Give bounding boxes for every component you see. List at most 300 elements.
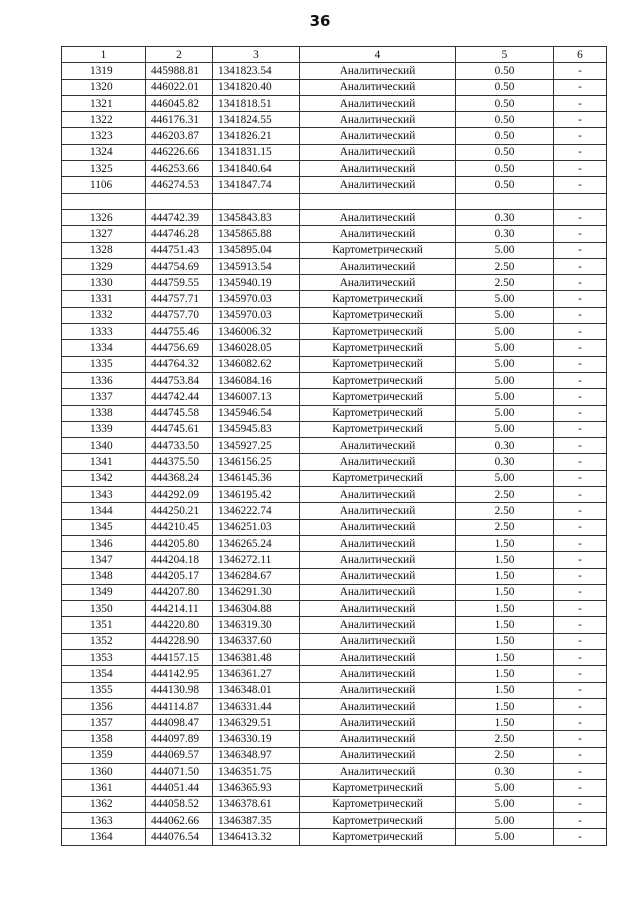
note-cell: - <box>554 161 607 177</box>
accuracy-cell: 5.00 <box>456 812 554 828</box>
note-cell: - <box>554 796 607 812</box>
point-number-cell: 1340 <box>62 438 146 454</box>
y-coordinate-cell: 1341823.54 <box>213 63 300 79</box>
point-number-cell: 1343 <box>62 487 146 503</box>
x-coordinate-cell: 444757.70 <box>146 307 213 323</box>
y-coordinate-cell: 1341840.64 <box>213 161 300 177</box>
y-coordinate-cell: 1346304.88 <box>213 601 300 617</box>
point-number-cell: 1357 <box>62 715 146 731</box>
x-coordinate-cell: 444375.50 <box>146 454 213 470</box>
note-cell: - <box>554 454 607 470</box>
accuracy-cell: 1.50 <box>456 649 554 665</box>
y-coordinate-cell: 1346337.60 <box>213 633 300 649</box>
method-cell: Аналитический <box>300 454 456 470</box>
x-coordinate-cell: 445988.81 <box>146 63 213 79</box>
note-cell: - <box>554 372 607 388</box>
accuracy-cell: 0.50 <box>456 128 554 144</box>
point-number-cell: 1324 <box>62 144 146 160</box>
accuracy-cell: 5.00 <box>456 829 554 845</box>
x-coordinate-cell: 444753.84 <box>146 372 213 388</box>
accuracy-cell: 0.30 <box>456 209 554 225</box>
y-coordinate-cell: 1346265.24 <box>213 535 300 551</box>
x-coordinate-cell: 444228.90 <box>146 633 213 649</box>
point-number-cell: 1358 <box>62 731 146 747</box>
note-cell: - <box>554 405 607 421</box>
table-row <box>62 552 607 568</box>
x-coordinate-cell: 444076.54 <box>146 829 213 845</box>
table-row <box>62 747 607 763</box>
y-coordinate-cell: 1346348.01 <box>213 682 300 698</box>
method-cell: Аналитический <box>300 568 456 584</box>
table-row <box>62 340 607 356</box>
column-header: 1 <box>62 47 146 63</box>
point-number-cell: 1334 <box>62 340 146 356</box>
method-cell: Аналитический <box>300 258 456 274</box>
note-cell: - <box>554 356 607 372</box>
table-row <box>62 601 607 617</box>
point-number-cell: 1348 <box>62 568 146 584</box>
y-coordinate-cell <box>213 193 300 209</box>
y-coordinate-cell: 1346006.32 <box>213 324 300 340</box>
point-number-cell: 1336 <box>62 372 146 388</box>
y-coordinate-cell: 1346082.62 <box>213 356 300 372</box>
note-cell: - <box>554 780 607 796</box>
y-coordinate-cell: 1346084.16 <box>213 372 300 388</box>
note-cell: - <box>554 682 607 698</box>
y-coordinate-cell: 1346351.75 <box>213 764 300 780</box>
point-number-cell: 1326 <box>62 209 146 225</box>
accuracy-cell: 5.00 <box>456 421 554 437</box>
note-cell: - <box>554 470 607 486</box>
accuracy-cell: 1.50 <box>456 617 554 633</box>
accuracy-cell: 2.50 <box>456 503 554 519</box>
table-row <box>62 682 607 698</box>
table-row <box>62 812 607 828</box>
table-row <box>62 291 607 307</box>
table-row <box>62 95 607 111</box>
table-row <box>62 487 607 503</box>
point-number-cell: 1339 <box>62 421 146 437</box>
method-cell: Аналитический <box>300 649 456 665</box>
note-cell: - <box>554 79 607 95</box>
note-cell: - <box>554 291 607 307</box>
point-number-cell: 1325 <box>62 161 146 177</box>
y-coordinate-cell: 1346361.27 <box>213 666 300 682</box>
x-coordinate-cell: 444751.43 <box>146 242 213 258</box>
point-number-cell: 1327 <box>62 226 146 242</box>
point-number-cell: 1335 <box>62 356 146 372</box>
method-cell: Аналитический <box>300 209 456 225</box>
accuracy-cell: 0.50 <box>456 144 554 160</box>
note-cell: - <box>554 275 607 291</box>
y-coordinate-cell: 1341824.55 <box>213 112 300 128</box>
note-cell: - <box>554 715 607 731</box>
y-coordinate-cell: 1345970.03 <box>213 291 300 307</box>
table-row <box>62 731 607 747</box>
point-number-cell: 1331 <box>62 291 146 307</box>
accuracy-cell: 0.30 <box>456 226 554 242</box>
x-coordinate-cell: 444098.47 <box>146 715 213 731</box>
y-coordinate-cell: 1346007.13 <box>213 389 300 405</box>
accuracy-cell: 1.50 <box>456 633 554 649</box>
y-coordinate-cell: 1346251.03 <box>213 519 300 535</box>
y-coordinate-cell: 1341847.74 <box>213 177 300 193</box>
note-cell: - <box>554 63 607 79</box>
point-number-cell: 1350 <box>62 601 146 617</box>
x-coordinate-cell: 444130.98 <box>146 682 213 698</box>
table-row <box>62 796 607 812</box>
accuracy-cell: 5.00 <box>456 307 554 323</box>
accuracy-cell: 0.30 <box>456 764 554 780</box>
point-number-cell: 1345 <box>62 519 146 535</box>
x-coordinate-cell: 444205.80 <box>146 535 213 551</box>
accuracy-cell: 0.50 <box>456 177 554 193</box>
x-coordinate-cell: 444142.95 <box>146 666 213 682</box>
method-cell: Аналитический <box>300 698 456 714</box>
x-coordinate-cell: 444097.89 <box>146 731 213 747</box>
note-cell: - <box>554 812 607 828</box>
note-cell: - <box>554 649 607 665</box>
note-cell: - <box>554 242 607 258</box>
y-coordinate-cell: 1341831.15 <box>213 144 300 160</box>
y-coordinate-cell: 1346222.74 <box>213 503 300 519</box>
method-cell: Аналитический <box>300 161 456 177</box>
x-coordinate-cell: 444742.39 <box>146 209 213 225</box>
note-cell: - <box>554 226 607 242</box>
table-row <box>62 372 607 388</box>
point-number-cell: 1321 <box>62 95 146 111</box>
point-number-cell: 1360 <box>62 764 146 780</box>
y-coordinate-cell: 1346319.30 <box>213 617 300 633</box>
accuracy-cell: 0.30 <box>456 438 554 454</box>
accuracy-cell: 5.00 <box>456 389 554 405</box>
note-cell: - <box>554 519 607 535</box>
y-coordinate-cell: 1346329.51 <box>213 715 300 731</box>
page-number: 36 <box>309 12 331 30</box>
y-coordinate-cell: 1346378.61 <box>213 796 300 812</box>
accuracy-cell: 5.00 <box>456 291 554 307</box>
note-cell: - <box>554 731 607 747</box>
table-row <box>62 144 607 160</box>
x-coordinate-cell: 444058.52 <box>146 796 213 812</box>
table-row <box>62 356 607 372</box>
method-cell: Картометрический <box>300 242 456 258</box>
y-coordinate-cell: 1345843.83 <box>213 209 300 225</box>
method-cell: Аналитический <box>300 128 456 144</box>
x-coordinate-cell: 444205.17 <box>146 568 213 584</box>
method-cell: Аналитический <box>300 764 456 780</box>
note-cell: - <box>554 666 607 682</box>
point-number-cell: 1361 <box>62 780 146 796</box>
x-coordinate-cell: 446176.31 <box>146 112 213 128</box>
y-coordinate-cell: 1345927.25 <box>213 438 300 454</box>
x-coordinate-cell: 444764.32 <box>146 356 213 372</box>
note-cell: - <box>554 503 607 519</box>
y-coordinate-cell: 1346156.25 <box>213 454 300 470</box>
point-number-cell: 1338 <box>62 405 146 421</box>
note-cell: - <box>554 389 607 405</box>
table-row <box>62 649 607 665</box>
table-row <box>62 829 607 845</box>
table-row <box>62 584 607 600</box>
table-row <box>62 389 607 405</box>
x-coordinate-cell: 444746.28 <box>146 226 213 242</box>
note-cell: - <box>554 764 607 780</box>
accuracy-cell: 5.00 <box>456 780 554 796</box>
point-number-cell: 1344 <box>62 503 146 519</box>
table-row <box>62 535 607 551</box>
x-coordinate-cell: 444071.50 <box>146 764 213 780</box>
point-number-cell <box>62 193 146 209</box>
point-number-cell: 1346 <box>62 535 146 551</box>
x-coordinate-cell <box>146 193 213 209</box>
x-coordinate-cell: 444214.11 <box>146 601 213 617</box>
method-cell: Картометрический <box>300 796 456 812</box>
x-coordinate-cell: 444292.09 <box>146 487 213 503</box>
x-coordinate-cell: 444062.66 <box>146 812 213 828</box>
point-number-cell: 1364 <box>62 829 146 845</box>
x-coordinate-cell: 444220.80 <box>146 617 213 633</box>
accuracy-cell: 1.50 <box>456 552 554 568</box>
method-cell: Аналитический <box>300 112 456 128</box>
x-coordinate-cell: 444210.45 <box>146 519 213 535</box>
table-row <box>62 454 607 470</box>
accuracy-cell: 1.50 <box>456 601 554 617</box>
accuracy-cell: 1.50 <box>456 698 554 714</box>
note-cell: - <box>554 307 607 323</box>
x-coordinate-cell: 444207.80 <box>146 584 213 600</box>
method-cell: Картометрический <box>300 291 456 307</box>
y-coordinate-cell: 1341826.21 <box>213 128 300 144</box>
table-row <box>62 193 607 209</box>
point-number-cell: 1363 <box>62 812 146 828</box>
column-header: 5 <box>456 47 554 63</box>
table-row <box>62 666 607 682</box>
note-cell: - <box>554 95 607 111</box>
accuracy-cell: 0.50 <box>456 161 554 177</box>
y-coordinate-cell: 1346413.32 <box>213 829 300 845</box>
method-cell: Аналитический <box>300 438 456 454</box>
method-cell <box>300 193 456 209</box>
table-row <box>62 698 607 714</box>
table-row <box>62 764 607 780</box>
table-header-row <box>62 47 607 63</box>
accuracy-cell: 2.50 <box>456 747 554 763</box>
point-number-cell: 1329 <box>62 258 146 274</box>
method-cell: Картометрический <box>300 780 456 796</box>
point-number-cell: 1362 <box>62 796 146 812</box>
method-cell: Аналитический <box>300 177 456 193</box>
x-coordinate-cell: 446274.53 <box>146 177 213 193</box>
method-cell: Аналитический <box>300 487 456 503</box>
x-coordinate-cell: 446226.66 <box>146 144 213 160</box>
table-row <box>62 63 607 79</box>
note-cell: - <box>554 747 607 763</box>
y-coordinate-cell: 1345946.54 <box>213 405 300 421</box>
y-coordinate-cell: 1345913.54 <box>213 258 300 274</box>
accuracy-cell: 2.50 <box>456 519 554 535</box>
point-number-cell: 1341 <box>62 454 146 470</box>
method-cell: Аналитический <box>300 519 456 535</box>
accuracy-cell <box>456 193 554 209</box>
x-coordinate-cell: 444759.55 <box>146 275 213 291</box>
point-number-cell: 1351 <box>62 617 146 633</box>
x-coordinate-cell: 444756.69 <box>146 340 213 356</box>
accuracy-cell: 1.50 <box>456 666 554 682</box>
x-coordinate-cell: 444368.24 <box>146 470 213 486</box>
table-row <box>62 242 607 258</box>
point-number-cell: 1353 <box>62 649 146 665</box>
accuracy-cell: 5.00 <box>456 324 554 340</box>
table-row <box>62 438 607 454</box>
point-number-cell: 1319 <box>62 63 146 79</box>
point-number-cell: 1330 <box>62 275 146 291</box>
x-coordinate-cell: 446022.01 <box>146 79 213 95</box>
point-number-cell: 1359 <box>62 747 146 763</box>
point-number-cell: 1347 <box>62 552 146 568</box>
accuracy-cell: 5.00 <box>456 340 554 356</box>
method-cell: Картометрический <box>300 324 456 340</box>
note-cell: - <box>554 128 607 144</box>
y-coordinate-cell: 1345865.88 <box>213 226 300 242</box>
method-cell: Аналитический <box>300 275 456 291</box>
accuracy-cell: 5.00 <box>456 372 554 388</box>
x-coordinate-cell: 444754.69 <box>146 258 213 274</box>
method-cell: Аналитический <box>300 79 456 95</box>
point-number-cell: 1342 <box>62 470 146 486</box>
method-cell: Картометрический <box>300 372 456 388</box>
method-cell: Аналитический <box>300 601 456 617</box>
y-coordinate-cell: 1341820.40 <box>213 79 300 95</box>
x-coordinate-cell: 446253.66 <box>146 161 213 177</box>
note-cell: - <box>554 698 607 714</box>
method-cell: Картометрический <box>300 307 456 323</box>
note-cell: - <box>554 209 607 225</box>
accuracy-cell: 1.50 <box>456 535 554 551</box>
accuracy-cell: 1.50 <box>456 584 554 600</box>
table-row <box>62 209 607 225</box>
table-row <box>62 226 607 242</box>
table-row <box>62 470 607 486</box>
method-cell: Картометрический <box>300 389 456 405</box>
table-row <box>62 405 607 421</box>
table-row <box>62 780 607 796</box>
x-coordinate-cell: 444742.44 <box>146 389 213 405</box>
table-row <box>62 421 607 437</box>
y-coordinate-cell: 1346348.97 <box>213 747 300 763</box>
table-row <box>62 617 607 633</box>
y-coordinate-cell: 1346291.30 <box>213 584 300 600</box>
note-cell: - <box>554 552 607 568</box>
y-coordinate-cell: 1346381.48 <box>213 649 300 665</box>
accuracy-cell: 1.50 <box>456 715 554 731</box>
y-coordinate-cell: 1346387.35 <box>213 812 300 828</box>
table-row <box>62 275 607 291</box>
method-cell: Аналитический <box>300 552 456 568</box>
accuracy-cell: 1.50 <box>456 568 554 584</box>
note-cell: - <box>554 584 607 600</box>
accuracy-cell: 0.50 <box>456 79 554 95</box>
point-number-cell: 1354 <box>62 666 146 682</box>
method-cell: Аналитический <box>300 63 456 79</box>
table-row <box>62 79 607 95</box>
method-cell: Аналитический <box>300 747 456 763</box>
method-cell: Аналитический <box>300 633 456 649</box>
note-cell <box>554 193 607 209</box>
accuracy-cell: 0.50 <box>456 95 554 111</box>
x-coordinate-cell: 444745.61 <box>146 421 213 437</box>
table-row <box>62 715 607 731</box>
accuracy-cell: 0.50 <box>456 112 554 128</box>
x-coordinate-cell: 444733.50 <box>146 438 213 454</box>
table-row <box>62 633 607 649</box>
note-cell: - <box>554 601 607 617</box>
column-header: 6 <box>554 47 607 63</box>
y-coordinate-cell: 1346272.11 <box>213 552 300 568</box>
accuracy-cell: 2.50 <box>456 487 554 503</box>
x-coordinate-cell: 444204.18 <box>146 552 213 568</box>
point-number-cell: 1323 <box>62 128 146 144</box>
point-number-cell: 1355 <box>62 682 146 698</box>
x-coordinate-cell: 444755.46 <box>146 324 213 340</box>
table-row <box>62 568 607 584</box>
method-cell: Аналитический <box>300 617 456 633</box>
accuracy-cell: 5.00 <box>456 242 554 258</box>
table-row <box>62 177 607 193</box>
method-cell: Аналитический <box>300 584 456 600</box>
x-coordinate-cell: 446045.82 <box>146 95 213 111</box>
table-row <box>62 258 607 274</box>
y-coordinate-cell: 1346028.05 <box>213 340 300 356</box>
method-cell: Аналитический <box>300 715 456 731</box>
point-number-cell: 1337 <box>62 389 146 405</box>
method-cell: Аналитический <box>300 682 456 698</box>
point-number-cell: 1106 <box>62 177 146 193</box>
accuracy-cell: 5.00 <box>456 796 554 812</box>
point-number-cell: 1328 <box>62 242 146 258</box>
x-coordinate-cell: 446203.87 <box>146 128 213 144</box>
column-header: 4 <box>300 47 456 63</box>
table-row <box>62 503 607 519</box>
method-cell: Аналитический <box>300 666 456 682</box>
point-number-cell: 1320 <box>62 79 146 95</box>
method-cell: Картометрический <box>300 405 456 421</box>
note-cell: - <box>554 633 607 649</box>
method-cell: Картометрический <box>300 340 456 356</box>
table-row <box>62 128 607 144</box>
x-coordinate-cell: 444051.44 <box>146 780 213 796</box>
note-cell: - <box>554 177 607 193</box>
note-cell: - <box>554 535 607 551</box>
y-coordinate-cell: 1346365.93 <box>213 780 300 796</box>
y-coordinate-cell: 1345895.04 <box>213 242 300 258</box>
accuracy-cell: 2.50 <box>456 275 554 291</box>
note-cell: - <box>554 340 607 356</box>
note-cell: - <box>554 421 607 437</box>
method-cell: Картометрический <box>300 356 456 372</box>
table-row <box>62 112 607 128</box>
y-coordinate-cell: 1346145.36 <box>213 470 300 486</box>
table-row <box>62 324 607 340</box>
note-cell: - <box>554 829 607 845</box>
accuracy-cell: 5.00 <box>456 405 554 421</box>
y-coordinate-cell: 1345970.03 <box>213 307 300 323</box>
accuracy-cell: 5.00 <box>456 470 554 486</box>
note-cell: - <box>554 438 607 454</box>
y-coordinate-cell: 1346195.42 <box>213 487 300 503</box>
method-cell: Картометрический <box>300 470 456 486</box>
coordinates-table <box>61 46 607 846</box>
